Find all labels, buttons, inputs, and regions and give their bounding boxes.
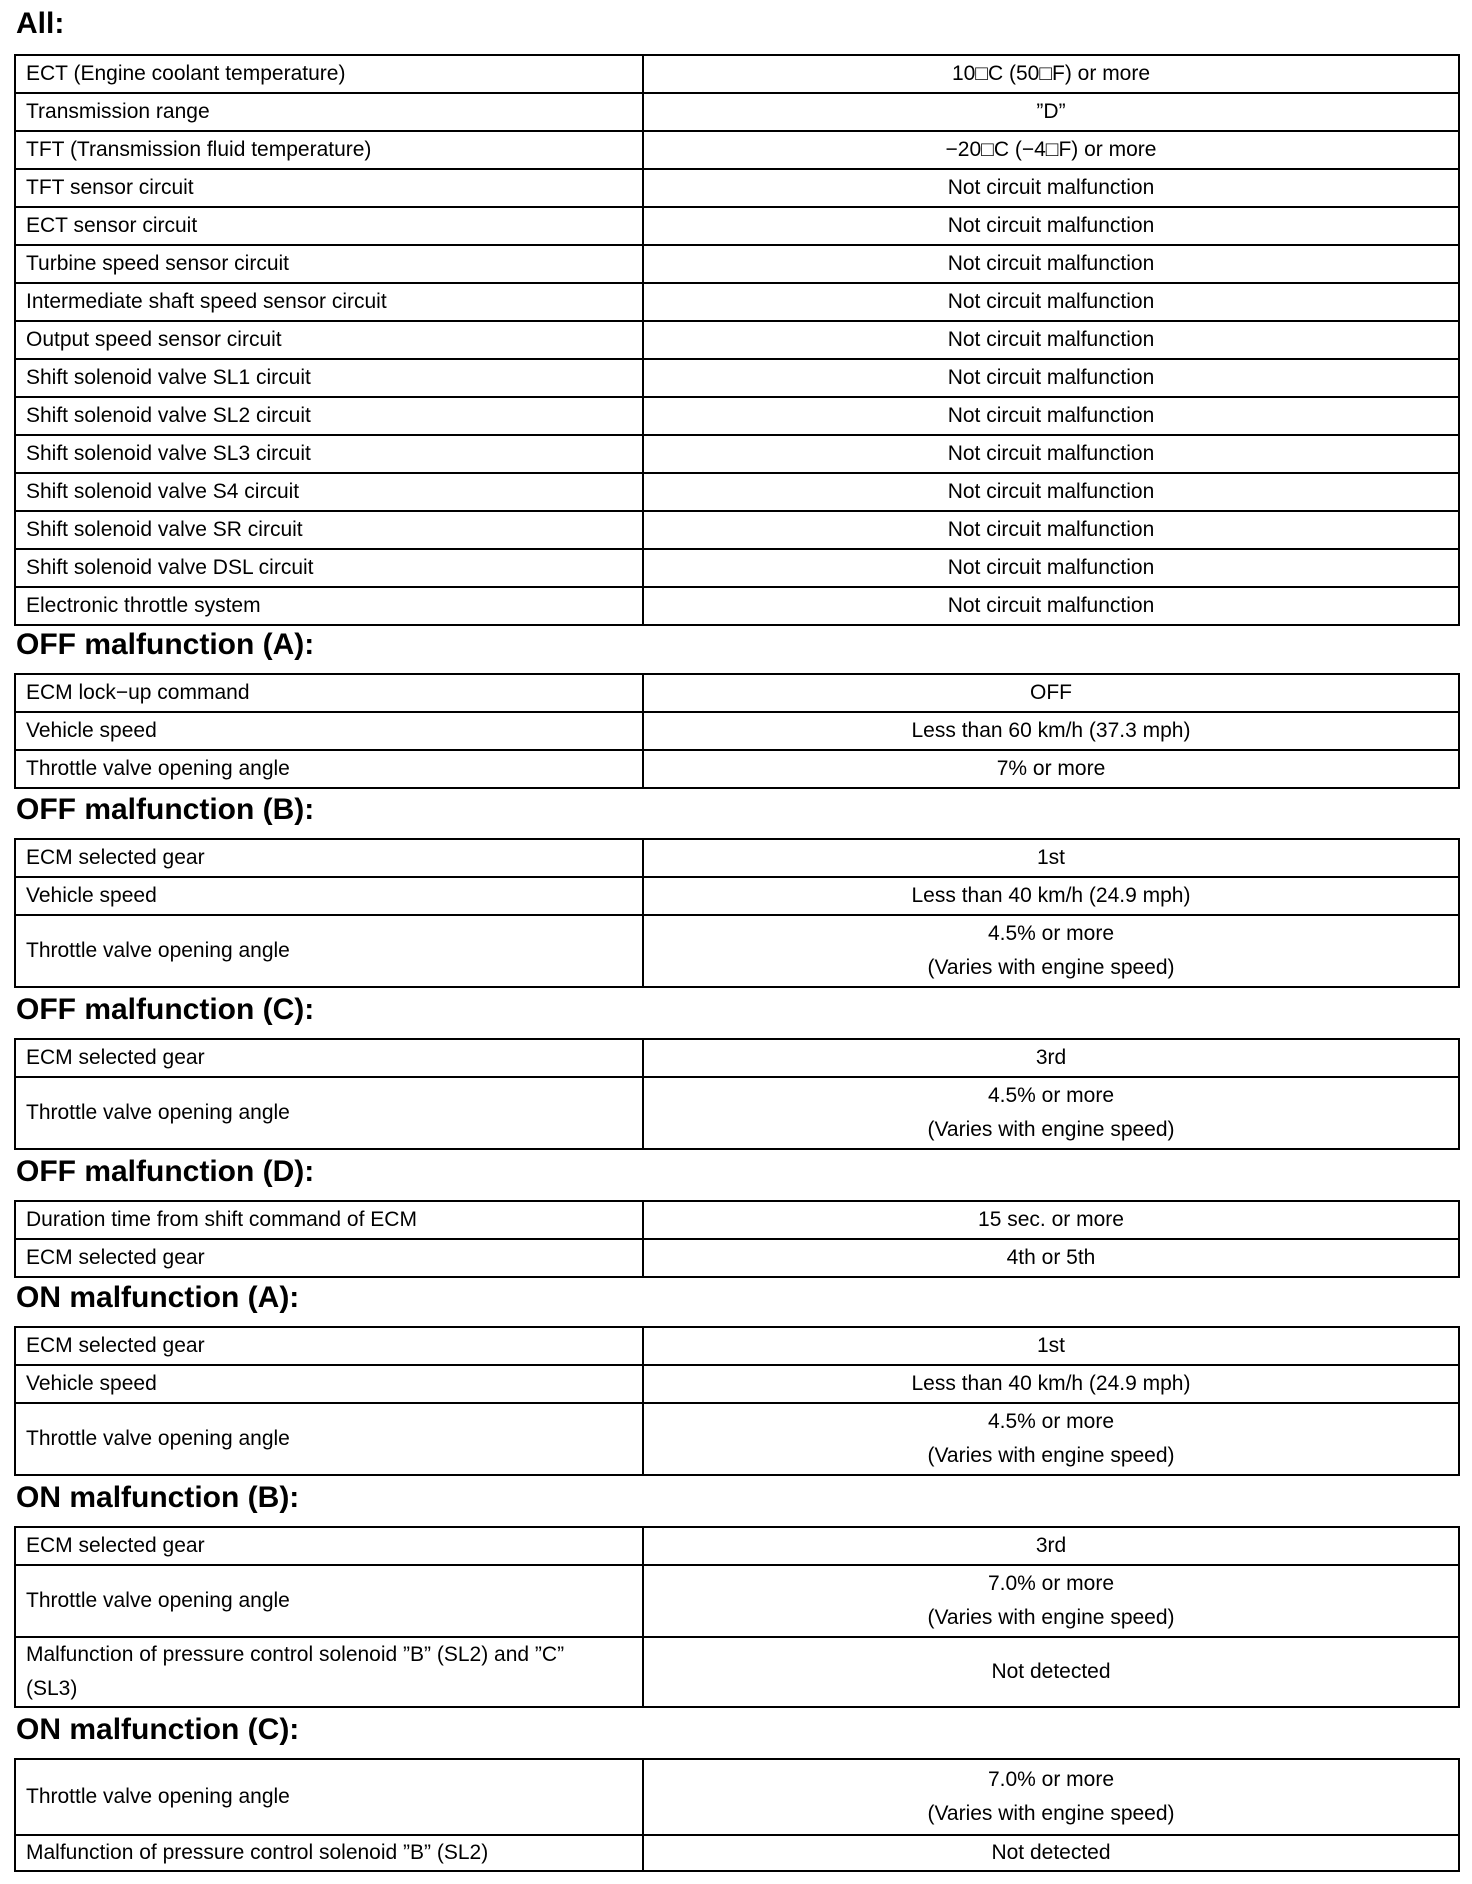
section-title: OFF malfunction (B):: [16, 793, 315, 826]
condition-value: Not circuit malfunction: [643, 359, 1459, 397]
condition-value: Not circuit malfunction: [643, 435, 1459, 473]
value-note: (Varies with engine speed): [927, 1118, 1175, 1141]
condition-label: Shift solenoid valve DSL circuit: [15, 549, 643, 587]
condition-label: Shift solenoid valve SL2 circuit: [15, 397, 643, 435]
section-title: OFF malfunction (D):: [16, 1155, 315, 1188]
conditions-table: [14, 673, 1460, 789]
conditions-table: [14, 54, 1460, 626]
condition-label: Intermediate shaft speed sensor circuit: [15, 283, 643, 321]
condition-label: ECM selected gear: [15, 1327, 643, 1365]
value-note: (Varies with engine speed): [927, 1606, 1175, 1629]
table-row: [15, 55, 1459, 93]
value-line: 7.0% or more: [987, 1768, 1115, 1791]
table-row: [15, 1077, 1459, 1149]
condition-label: Turbine speed sensor circuit: [15, 245, 643, 283]
table-row: [15, 587, 1459, 625]
condition-label: Output speed sensor circuit: [15, 321, 643, 359]
condition-label: ECM selected gear: [15, 1039, 643, 1077]
table-row: [15, 1239, 1459, 1277]
table-row: [15, 712, 1459, 750]
condition-value: 15 sec. or more: [643, 1201, 1459, 1239]
condition-label: [15, 1637, 643, 1707]
condition-value: [643, 1759, 1459, 1835]
condition-label: Throttle valve opening angle: [15, 1565, 643, 1637]
condition-label: Throttle valve opening angle: [15, 1403, 643, 1475]
condition-value: 1st: [643, 1327, 1459, 1365]
value-line: 7.0% or more: [987, 1572, 1115, 1595]
conditions-table: [14, 1200, 1460, 1278]
condition-value: Not circuit malfunction: [643, 473, 1459, 511]
condition-value: ”D”: [643, 93, 1459, 131]
condition-label: Vehicle speed: [15, 877, 643, 915]
table-row: [15, 131, 1459, 169]
condition-value: Not circuit malfunction: [643, 169, 1459, 207]
table-row: [15, 321, 1459, 359]
condition-label: Duration time from shift command of ECM: [15, 1201, 643, 1239]
condition-value: [643, 1403, 1459, 1475]
table-row: [15, 1365, 1459, 1403]
condition-value: 7% or more: [643, 750, 1459, 788]
condition-label: Throttle valve opening angle: [15, 915, 643, 987]
table-row: [15, 915, 1459, 987]
table-row: [15, 549, 1459, 587]
condition-label: Shift solenoid valve SL1 circuit: [15, 359, 643, 397]
label-line: (SL3): [26, 1677, 78, 1700]
table-row: [15, 359, 1459, 397]
conditions-table: [14, 1758, 1460, 1872]
condition-label: ECM lock−up command: [15, 674, 643, 712]
condition-label: Throttle valve opening angle: [15, 1077, 643, 1149]
condition-value: Not circuit malfunction: [643, 207, 1459, 245]
section-title: OFF malfunction (A):: [16, 628, 315, 661]
condition-value: Less than 40 km/h (24.9 mph): [643, 1365, 1459, 1403]
conditions-table: [14, 1526, 1460, 1708]
condition-value: Less than 40 km/h (24.9 mph): [643, 877, 1459, 915]
table-row: [15, 1637, 1459, 1707]
condition-value: OFF: [643, 674, 1459, 712]
section-title: ON malfunction (A):: [16, 1281, 300, 1314]
conditions-table: [14, 1326, 1460, 1476]
value-note: (Varies with engine speed): [927, 956, 1175, 979]
table-row: [15, 93, 1459, 131]
table-row: [15, 397, 1459, 435]
condition-label: TFT sensor circuit: [15, 169, 643, 207]
condition-label: ECM selected gear: [15, 1239, 643, 1277]
table-row: [15, 750, 1459, 788]
condition-value: Not circuit malfunction: [643, 245, 1459, 283]
condition-value: 1st: [643, 839, 1459, 877]
condition-value: Not circuit malfunction: [643, 397, 1459, 435]
condition-value: [643, 915, 1459, 987]
value-line: 4.5% or more: [987, 922, 1115, 945]
value-line: 4.5% or more: [987, 1084, 1115, 1107]
section-title: OFF malfunction (C):: [16, 993, 315, 1026]
table-row: [15, 877, 1459, 915]
condition-value: Not circuit malfunction: [643, 321, 1459, 359]
value-line: 4.5% or more: [987, 1410, 1115, 1433]
value-note: (Varies with engine speed): [927, 1802, 1175, 1825]
condition-label: Shift solenoid valve SL3 circuit: [15, 435, 643, 473]
table-row: [15, 283, 1459, 321]
condition-value: 3rd: [643, 1527, 1459, 1565]
condition-label: ECT sensor circuit: [15, 207, 643, 245]
condition-label: Vehicle speed: [15, 712, 643, 750]
condition-value: Not circuit malfunction: [643, 587, 1459, 625]
table-row: [15, 511, 1459, 549]
table-row: [15, 1565, 1459, 1637]
condition-label: Throttle valve opening angle: [15, 1759, 643, 1835]
condition-label: Transmission range: [15, 93, 643, 131]
condition-value: Not circuit malfunction: [643, 549, 1459, 587]
condition-value: 10□C (50□F) or more: [643, 55, 1459, 93]
condition-value: Not detected: [643, 1835, 1459, 1871]
condition-value: Not detected: [643, 1637, 1459, 1707]
condition-label: ECM selected gear: [15, 1527, 643, 1565]
condition-label: Shift solenoid valve S4 circuit: [15, 473, 643, 511]
condition-value: 3rd: [643, 1039, 1459, 1077]
condition-label: Malfunction of pressure control solenoid ”B” (SL2): [15, 1835, 643, 1871]
label-line: Malfunction of pressure control solenoid ”B” (SL2) and ”C”: [26, 1643, 565, 1666]
condition-value: Not circuit malfunction: [643, 283, 1459, 321]
conditions-table: [14, 1038, 1460, 1150]
condition-value: [643, 1077, 1459, 1149]
value-note: (Varies with engine speed): [927, 1444, 1175, 1467]
condition-value: 4th or 5th: [643, 1239, 1459, 1277]
condition-label: TFT (Transmission fluid temperature): [15, 131, 643, 169]
condition-value: Less than 60 km/h (37.3 mph): [643, 712, 1459, 750]
condition-value: −20□C (−4□F) or more: [643, 131, 1459, 169]
table-row: [15, 839, 1459, 877]
condition-label: Throttle valve opening angle: [15, 750, 643, 788]
table-row: [15, 1759, 1459, 1835]
condition-label: Shift solenoid valve SR circuit: [15, 511, 643, 549]
conditions-table: [14, 838, 1460, 988]
table-row: [15, 473, 1459, 511]
table-row: [15, 1835, 1459, 1871]
condition-label: ECT (Engine coolant temperature): [15, 55, 643, 93]
table-row: [15, 1039, 1459, 1077]
table-row: [15, 1327, 1459, 1365]
condition-value: Not circuit malfunction: [643, 511, 1459, 549]
condition-label: Vehicle speed: [15, 1365, 643, 1403]
condition-value: [643, 1565, 1459, 1637]
condition-label: ECM selected gear: [15, 839, 643, 877]
condition-label: Electronic throttle system: [15, 587, 643, 625]
table-row: [15, 207, 1459, 245]
table-row: [15, 1201, 1459, 1239]
section-title: All:: [16, 7, 65, 40]
section-title: ON malfunction (C):: [16, 1713, 300, 1746]
table-row: [15, 1527, 1459, 1565]
section-title: ON malfunction (B):: [16, 1481, 300, 1514]
table-row: [15, 245, 1459, 283]
table-row: [15, 1403, 1459, 1475]
table-row: [15, 169, 1459, 207]
table-row: [15, 674, 1459, 712]
table-row: [15, 435, 1459, 473]
